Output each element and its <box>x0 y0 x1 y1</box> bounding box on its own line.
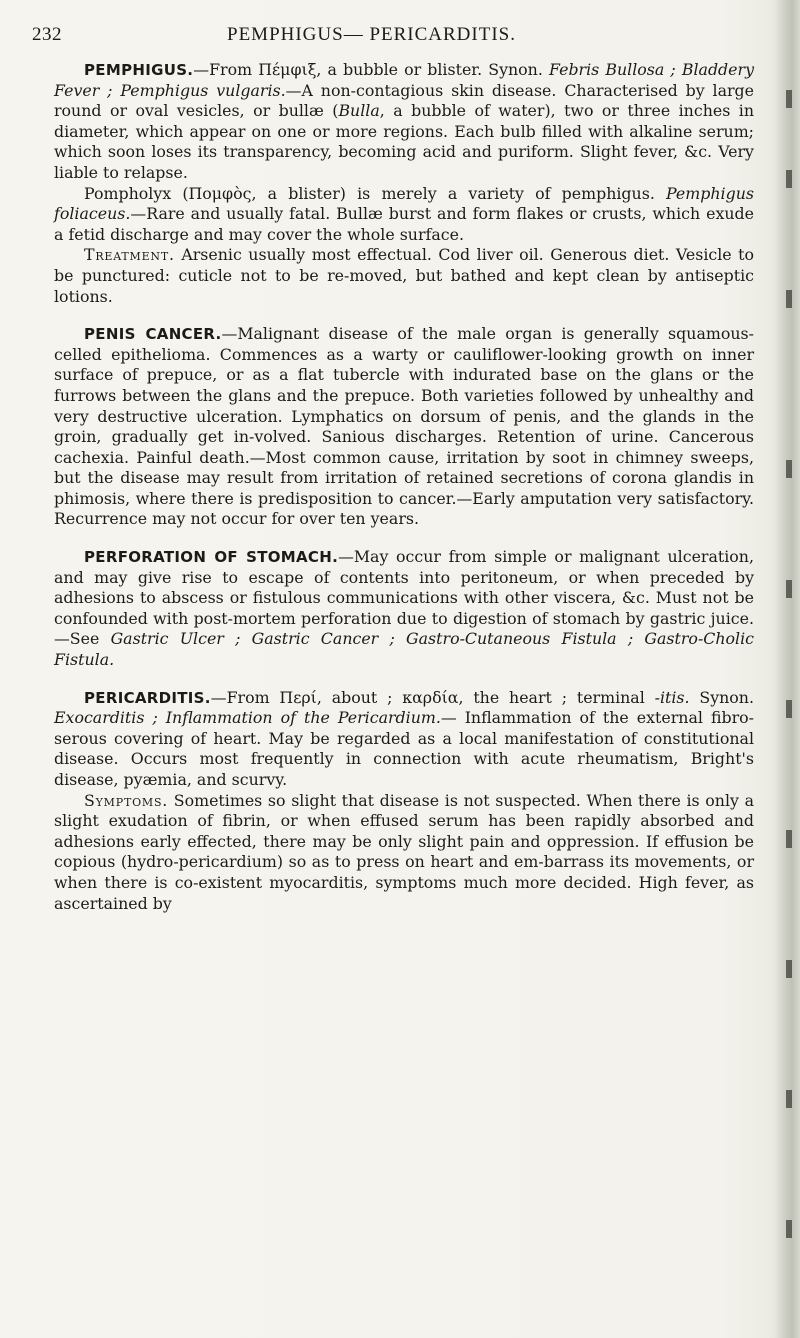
entry-subparagraph <box>54 184 754 246</box>
dictionary-entry <box>54 547 754 671</box>
text-run: —From Περί, about ; καρδία, the heart ; terminal <box>210 687 655 707</box>
edge-mark <box>786 960 792 978</box>
entry-headword: PERICARDITIS. <box>84 688 211 707</box>
text-run: —A non-contagious skin disease. Characterised by large round or oval vesicles, or bullæ ( <box>54 80 754 121</box>
italic-text: Gastric Ulcer ; Gastric Cancer ; Gastro-Cutaneous Fistula ; Gastro-Cholic Fistula. <box>54 629 755 670</box>
edge-mark <box>786 700 792 718</box>
dictionary-entry <box>54 324 754 530</box>
text-run: —From Πέμφιξ, a bubble or blister. Synon. <box>193 60 549 79</box>
entry-headword: PERFORATION OF STOMACH. <box>84 548 339 567</box>
running-title: PEMPHIGUS— PERICARDITIS. <box>227 24 516 45</box>
edge-mark <box>786 170 792 188</box>
text-run: Sometimes so slight that disease is not suspected. When there is only a slight exudation of fibrin, or when effused serum has been rapidly absorbed and adhesions early effected, there may be only slight pain and oppression. If effusion be copious (hydro-pericardium) so as to press on heart and em-barrass its movements, or when there is co-existent myocarditis, symptoms much more decided. High fever, as ascertained by <box>54 790 754 913</box>
section-label: Symptoms. <box>84 790 169 810</box>
entry-paragraph <box>54 688 754 791</box>
text-run: , a bubble of water), two or three inches in diameter, which appear on one or more regions. Each bulb filled with alkaline serum; which soon loses its transparency, becoming acid and puriform. Slight fever, &c. Very liable to relapse. <box>54 101 755 182</box>
dictionary-entry <box>54 688 754 915</box>
edge-mark <box>786 1090 792 1108</box>
dictionary-entry <box>54 60 754 307</box>
page-number: 232 <box>32 24 62 45</box>
page-edge-strip <box>774 0 800 1338</box>
text-run: —Rare and usually fatal. Bullæ burst and form flakes or crusts, which exude a fetid discharge and may cover the whole surface. <box>54 204 754 244</box>
italic-text: Febris Bullosa ; Bladdery Fever ; Pemphigus vulgaris. <box>54 60 754 100</box>
entry-paragraph <box>54 547 754 671</box>
entry-subparagraph <box>54 791 754 915</box>
italic-text: Bulla <box>338 101 380 121</box>
entry-paragraph <box>54 60 754 184</box>
edge-mark <box>786 580 792 598</box>
entry-headword: PEMPHIGUS. <box>84 61 194 79</box>
text-run: —Malignant disease of the male organ is generally squamous-celled epithelioma. Commences as a warty or cauliflower-looking growth on inner surface of prepuce, or as a flat tubercle with indurated base on the glans or the furrows between the glans and the prepuce. Both varieties followed by unhealthy and very destructive ulceration. Lymphatics on dorsum of penis, and the glands in the groin, gradually get in-volved. Sanious discharges. Retention of urine. Cancerous cachexia. Painful death.—Most common cause, irritation by soot in chimney sweeps, but the disease may result from irritation of retained secretions of corona glandis in phimosis, where there is predisposition to cancer.—Early amputation very satisfactory. Recurrence may not occur for over ten years. <box>54 324 754 529</box>
italic-text: Pemphigus foliaceus. <box>54 183 754 224</box>
page-body <box>54 60 754 931</box>
italic-text: Exocarditis ; Inflammation of the Pericardium. <box>54 708 441 728</box>
text-run: —May occur from simple or malignant ulceration, and may give rise to escape of contents into peritoneum, or when preceded by adhesions to abscess or fistulous communications with other viscera, &c. Must not be confounded with post-mortem perforation due to digestion of stomach by gastric juice.—See <box>54 547 755 649</box>
entry-paragraph <box>54 324 754 530</box>
edge-mark <box>786 290 792 308</box>
entry-headword: PENIS CANCER. <box>84 325 222 344</box>
italic-text: -itis. <box>654 687 690 707</box>
text-run: — Inflammation of the external fibro-serous covering of heart. May be regarded as a local manifestation of constitutional disease. Occurs most frequently in connection with acute rheumatism, Bright's disease, pyæmia, and scurvy. <box>54 708 754 789</box>
text-run: Pompholyx (Πομφὸς, a blister) is merely a variety of pemphigus. <box>84 183 667 203</box>
edge-mark <box>786 460 792 478</box>
edge-mark <box>786 830 792 848</box>
text-run: Synon. <box>689 687 755 707</box>
entry-subparagraph <box>54 245 754 307</box>
page-header <box>32 24 760 46</box>
text-run: Arsenic usually most effectual. Cod liver oil. Generous diet. Vesicle to be punctured: cuticle not to be re-moved, but bathed and kept clean by antiseptic lotions. <box>54 245 754 306</box>
edge-mark <box>786 90 792 108</box>
edge-mark <box>786 1220 792 1238</box>
section-label: Treatment. <box>84 245 175 265</box>
